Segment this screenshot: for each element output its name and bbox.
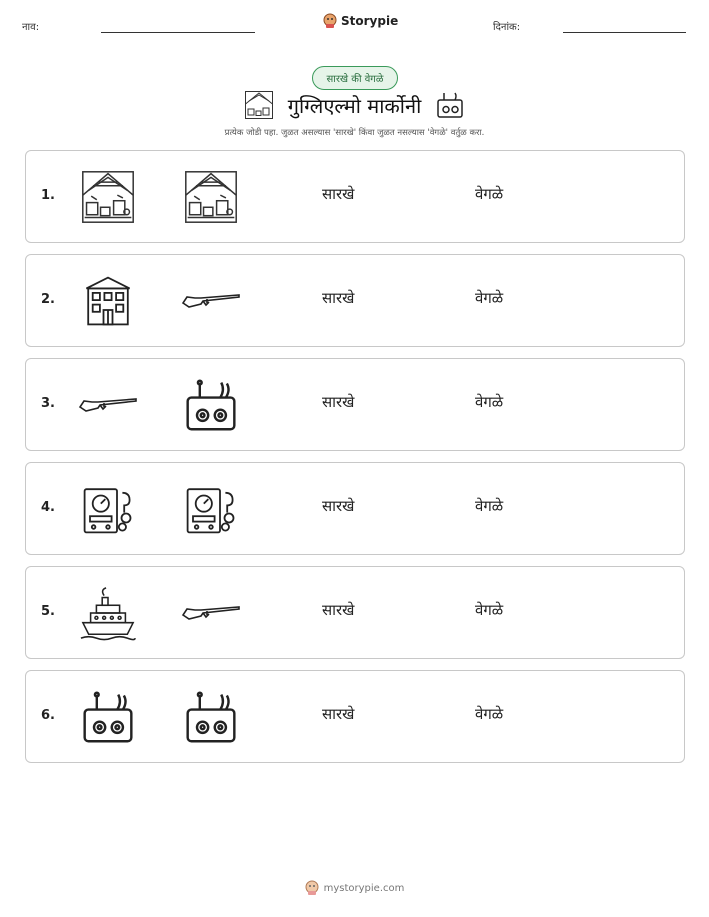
radio-icon — [80, 689, 136, 745]
same-option[interactable]: सारखे — [322, 289, 355, 307]
same-option[interactable]: सारखे — [322, 185, 355, 203]
brand-name: Storypie — [341, 14, 399, 28]
same-option[interactable]: सारखे — [322, 497, 355, 515]
question-number: 1. — [41, 188, 55, 203]
different-option[interactable]: वेगळे — [475, 601, 504, 619]
question-number: 4. — [41, 500, 55, 515]
question-row-2 — [25, 254, 685, 347]
telegraph-icon — [81, 482, 135, 536]
rifle-icon — [78, 375, 138, 435]
different-option[interactable]: वेगळे — [475, 185, 504, 203]
instructions: प्रत्येक जोडी पहा. जुळत असल्यास 'सारखे' किंवा जुळत नसल्यास 'वेगळे' वर्तुळ करा. — [224, 128, 485, 138]
rifle-icon — [181, 583, 241, 643]
radio-icon — [435, 90, 465, 120]
worksheet-type-badge: सारखे की वेगळे — [312, 66, 398, 90]
question-row-5 — [25, 566, 685, 659]
radio-icon — [183, 377, 239, 433]
question-list — [25, 150, 685, 774]
storypie-mascot-icon — [323, 13, 337, 29]
question-number: 3. — [41, 396, 55, 411]
same-option[interactable]: सारखे — [322, 601, 355, 619]
different-option[interactable]: वेगळे — [475, 705, 504, 723]
question-row-4 — [25, 462, 685, 555]
radio-icon — [183, 689, 239, 745]
same-option[interactable]: सारखे — [322, 393, 355, 411]
different-option[interactable]: वेगळे — [475, 497, 504, 515]
question-number: 6. — [41, 708, 55, 723]
attic-icon — [183, 169, 239, 225]
attic-icon — [244, 90, 274, 120]
rifle-icon — [181, 271, 241, 331]
question-number: 2. — [41, 292, 55, 307]
storypie-mascot-icon — [305, 880, 319, 896]
question-row-3 — [25, 358, 685, 451]
brand-logo — [323, 13, 398, 29]
date-line[interactable] — [563, 32, 686, 33]
date-label: दिनांक: — [493, 22, 521, 33]
building-icon — [81, 274, 135, 328]
page-title: गुग्लिएल्मो मार्कोनी — [287, 93, 422, 118]
attic-icon — [80, 169, 136, 225]
footer-url[interactable]: mystorypie.com — [323, 882, 405, 894]
telegraph-icon — [184, 482, 238, 536]
question-row-1 — [25, 150, 685, 243]
different-option[interactable]: वेगळे — [475, 393, 504, 411]
footer — [0, 880, 709, 896]
question-row-6 — [25, 670, 685, 763]
title-row — [0, 90, 709, 120]
ship-icon — [79, 584, 137, 642]
question-number: 5. — [41, 604, 55, 619]
different-option[interactable]: वेगळे — [475, 289, 504, 307]
name-label: नाव: — [22, 22, 40, 33]
same-option[interactable]: सारखे — [322, 705, 355, 723]
name-line[interactable] — [101, 32, 255, 33]
